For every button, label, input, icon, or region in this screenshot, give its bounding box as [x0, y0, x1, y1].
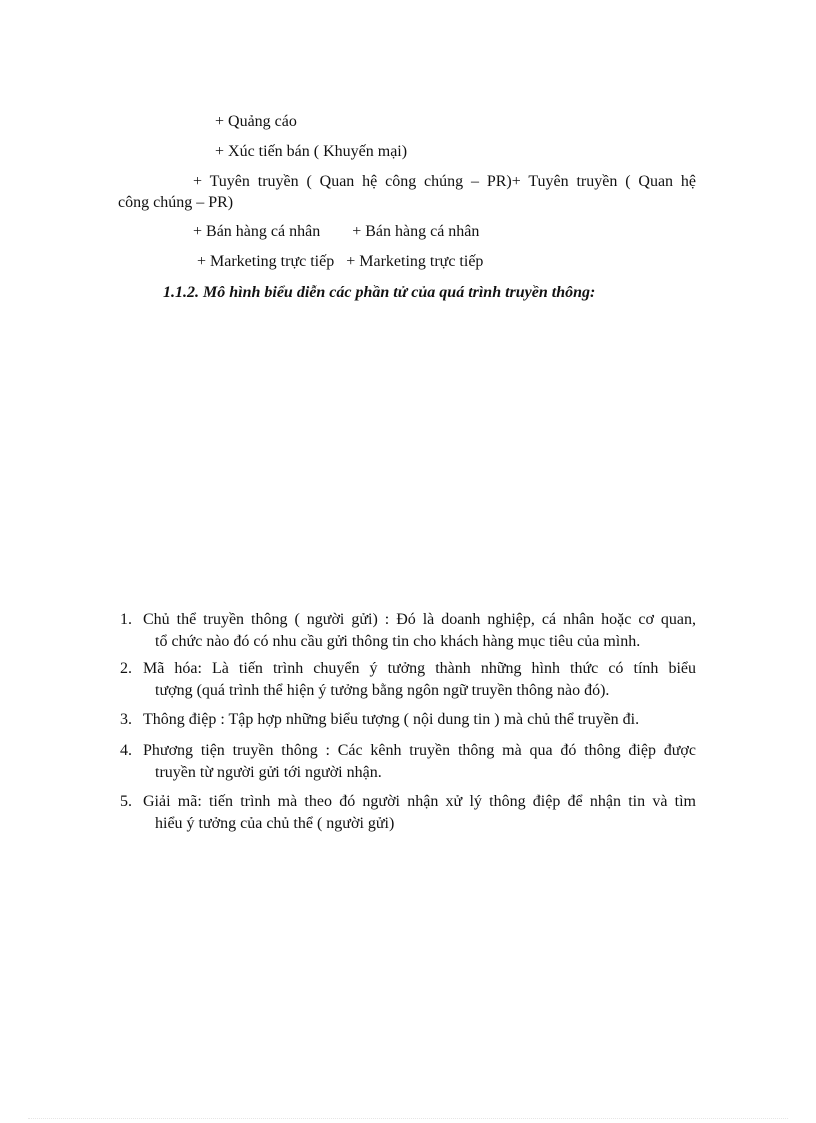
list-line-quang-cao: + Quảng cáo: [215, 113, 297, 130]
list-line-tuyen-truyen: + Tuyên truyền ( Quan hệ công chúng – PR)+ Tuyên truyền ( Quan hệ: [193, 173, 696, 190]
list-item-line1: Chủ thể truyền thông ( người gửi) : Đó là doanh nghiệp, cá nhân hoặc cơ quan,: [143, 611, 696, 628]
list-number: 5.: [120, 793, 132, 810]
section-heading: 1.1.2. Mô hình biểu diễn các phần tử của quá trình truyền thông:: [163, 284, 596, 301]
diagram-placeholder: [120, 320, 700, 590]
list-item: [143, 709, 696, 731]
list-item-line1: Mã hóa: Là tiến trình chuyển ý tưởng thành những hình thức có tính biểu: [143, 660, 696, 677]
list-line-xuc-tien-ban: + Xúc tiến bán ( Khuyến mại): [215, 143, 408, 160]
list-item-line1: Giải mã: tiến trình mà theo đó người nhận xử lý thông điệp để nhận tin và tìm: [143, 793, 696, 810]
list-line-ban-hang: + Bán hàng cá nhân + Bán hàng cá nhân: [193, 223, 480, 240]
list-number: 3.: [120, 711, 132, 728]
list-number: 1.: [120, 611, 132, 628]
list-item-line2: tượng (quá trình thể hiện ý tưởng bằng ngôn ngữ truyền thông nào đó).: [155, 682, 610, 699]
list-line-marketing: + Marketing trực tiếp + Marketing trực tiếp: [197, 253, 484, 270]
list-item-line2: tổ chức nào đó có nhu cầu gửi thông tin cho khách hàng mục tiêu của mình.: [155, 633, 641, 650]
list-line-tuyen-truyen-cont: công chúng – PR): [118, 194, 234, 211]
list-item-line1: Phương tiện truyền thông : Các kênh truyền thông mà qua đó thông điệp được: [143, 742, 696, 759]
list-item: [143, 609, 696, 653]
list-number: 4.: [120, 742, 132, 759]
list-item: [143, 791, 696, 835]
list-item-line1: Thông điệp : Tập hợp những biểu tượng ( nội dung tin ) mà chủ thể truyền đi.: [143, 711, 640, 728]
list-item-line2: truyền từ người gửi tới người nhận.: [155, 764, 382, 781]
list-item: [143, 740, 696, 784]
page-bottom-rule: [28, 1118, 788, 1119]
list-number: 2.: [120, 660, 132, 677]
list-item: [143, 658, 696, 702]
list-item-line2: hiểu ý tưởng của chủ thể ( người gửi): [155, 815, 395, 832]
